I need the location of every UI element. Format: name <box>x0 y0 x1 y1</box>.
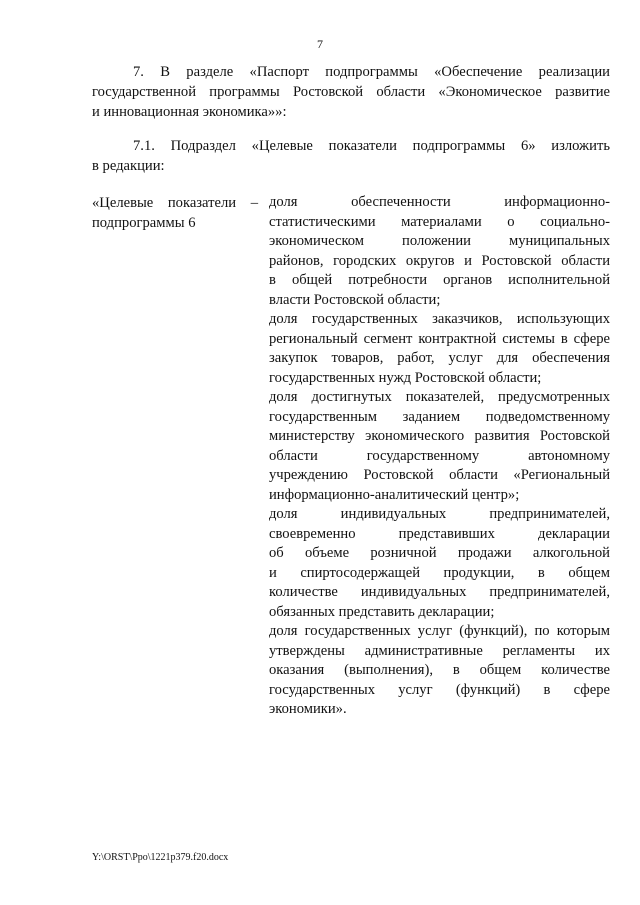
indicator-line: оказания (выполнения), в общем количестве <box>269 662 610 678</box>
page-number: 7 <box>317 37 323 51</box>
indicator-line: государственным заданием подведомственному <box>269 408 610 425</box>
indicator-line: количестве индивидуальных предпринимателей, <box>269 584 610 600</box>
indicator-line: статистическими материалами о социально- <box>269 213 610 230</box>
indicator-line: учреждению Ростовской области «Региональный <box>269 467 610 483</box>
indicators-text-column <box>269 193 610 720</box>
label-line: «Целевые показатели – <box>92 195 258 211</box>
indicator-line: доля достигнутых показателей, предусмотренных <box>269 389 610 405</box>
indicator-line: в общей потребности органов исполнительной <box>269 272 610 288</box>
indicator-line: доля индивидуальных предпринимателей, <box>269 506 610 522</box>
indicator-line: районов, городских округов и Ростовской области <box>269 252 610 269</box>
indicator-line: области государственному автономному <box>269 447 610 464</box>
paragraph-subsection-7-1 <box>92 136 610 176</box>
indicators-label-column <box>92 193 258 233</box>
indicator-line: региональный сегмент контрактной системы в сфере <box>269 330 610 347</box>
paragraph-line: 7.1. Подраздел «Целевые показатели подпрограммы 6» изложить <box>133 138 610 154</box>
indicator-line: информационно-аналитический центр»; <box>269 486 520 503</box>
paragraph-section-7 <box>92 62 610 122</box>
indicator-line: государственных нужд Ростовской области; <box>269 369 542 386</box>
indicator-line: государственных услуг (функций) в сфере <box>269 681 610 698</box>
indicator-line: министерству экономического развития Ростовской <box>269 428 610 444</box>
indicator-line: и спиртосодержащей продукции, в общем <box>269 564 610 581</box>
indicator-line: закупок товаров, работ, услуг для обеспечения <box>269 350 610 366</box>
footer-file-path: Y:\ORST\Ppo\1221p379.f20.docx <box>92 852 229 863</box>
indicator-line: доля государственных услуг (функций), по которым <box>269 623 610 639</box>
indicator-line: экономическом положении муниципальных <box>269 233 610 249</box>
label-line: подпрограммы 6 <box>92 215 196 231</box>
indicator-line: доля обеспеченности информационно- <box>269 194 610 210</box>
indicator-line: обязанных представить декларации; <box>269 603 495 620</box>
paragraph-line: в редакции: <box>92 158 165 174</box>
indicator-line: власти Ростовской области; <box>269 291 441 308</box>
indicator-line: доля государственных заказчиков, использующих <box>269 311 610 327</box>
indicator-line: своевременно представивших декларации <box>269 525 610 542</box>
indicator-line: утверждены административные регламенты их <box>269 642 610 659</box>
paragraph-line: 7. В разделе «Паспорт подпрограммы «Обеспечение реализации <box>133 64 610 80</box>
indicator-line: экономики». <box>269 701 347 717</box>
indicator-line: об объеме розничной продажи алкогольной <box>269 545 610 561</box>
paragraph-line: государственной программы Ростовской области «Экономическое развитие <box>92 84 610 100</box>
paragraph-line: и инновационная экономика»»: <box>92 104 287 120</box>
